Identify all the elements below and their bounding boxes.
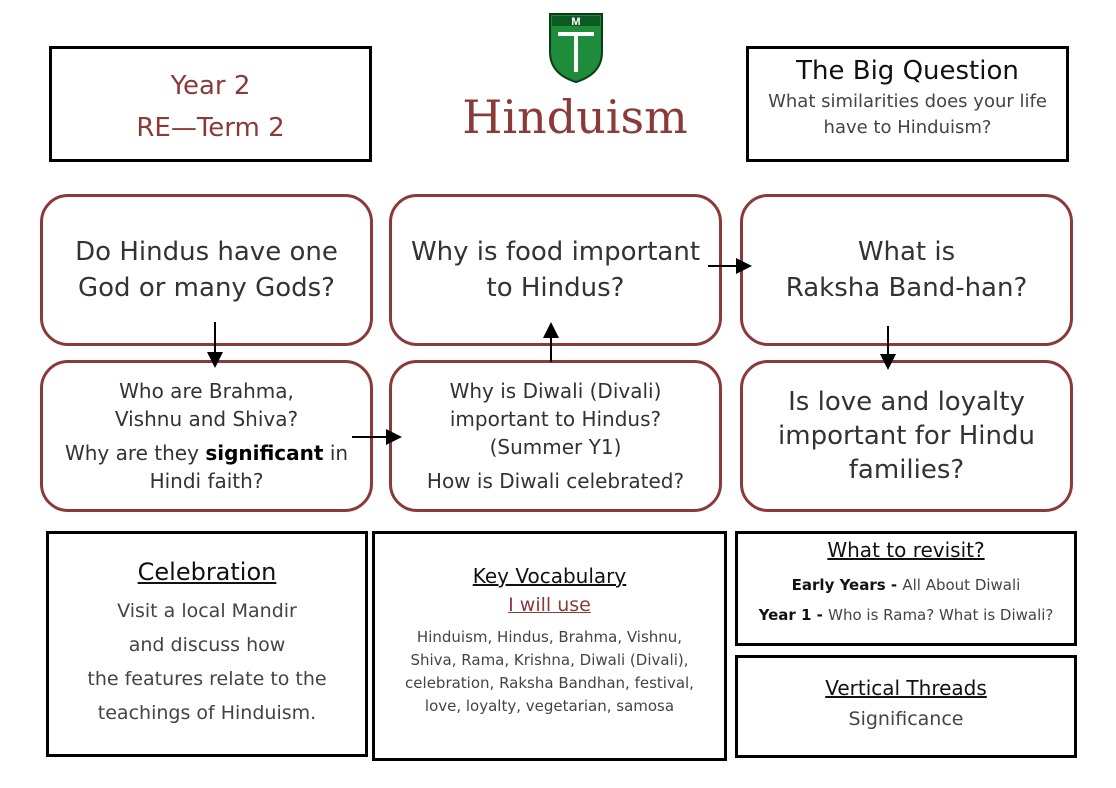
vocabulary-line: celebration, Raksha Bandhan, festival, [405, 674, 694, 692]
term-label: RE—Term 2 [136, 113, 285, 143]
vocabulary-line: Shiva, Rama, Krishna, Diwali (Divali), [410, 651, 689, 669]
what-to-revisit-box [735, 531, 1077, 646]
question-text-line3: (Summer Y1) [489, 435, 622, 459]
significant-keyword: significant [205, 441, 324, 465]
question-text-line1: Why is food important [410, 237, 701, 267]
question-text-line3: families? [848, 455, 965, 485]
celebration-line: Visit a local Mandir [117, 600, 297, 622]
question-text-line1: Do Hindus have one [75, 237, 338, 267]
revisit-label: Early Years - [791, 576, 903, 594]
svg-text:M: M [571, 16, 581, 28]
key-vocabulary-box [372, 531, 727, 761]
revisit-value: Who is Rama? What is Diwali? [828, 606, 1054, 624]
threads-value: Significance [848, 708, 964, 730]
revisit-value: All About Diwali [902, 576, 1021, 594]
celebration-box [46, 531, 368, 757]
question-text-line1: Why is Diwali (Divali) [449, 379, 662, 403]
vocabulary-heading: Key Vocabulary [472, 564, 627, 588]
celebration-line: and discuss how [128, 634, 286, 656]
question-text-line2: important for Hindu [778, 421, 1035, 451]
celebration-line: teachings of Hinduism. [97, 702, 317, 724]
question-text-line1: What is [857, 237, 956, 267]
question-text-line3-pre: Why are they [64, 441, 206, 465]
question-text-line2: Raksha Band-han? [785, 273, 1028, 303]
revisit-row-early-years [738, 570, 1074, 600]
question-text-line4: Hindi faith? [149, 469, 264, 493]
revisit-row-year-1 [738, 600, 1074, 630]
question-text-line4: How is Diwali celebrated? [426, 469, 685, 493]
vertical-threads-box [735, 655, 1077, 758]
question-text-line3-post: in [323, 441, 349, 465]
revisit-heading: What to revisit? [827, 538, 985, 562]
celebration-heading: Celebration [137, 558, 277, 586]
vocabulary-line: Hinduism, Hindus, Brahma, Vishnu, [416, 628, 683, 646]
question-text-line1: Who are Brahma, [119, 379, 294, 403]
revisit-label: Year 1 - [758, 606, 829, 624]
page-title: Hinduism [462, 90, 688, 144]
year-label: Year 2 [170, 71, 251, 101]
question-text-line1: Is love and loyalty [788, 387, 1025, 417]
question-text-line2: important to Hindus? [449, 407, 662, 431]
big-question-line1: What similarities does your life [768, 91, 1047, 112]
celebration-line: the features relate to the [87, 668, 327, 690]
question-text-line2: God or many Gods? [78, 273, 335, 303]
question-text-line2: to Hindus? [486, 273, 625, 303]
vocabulary-line: love, loyalty, vegetarian, samosa [424, 697, 675, 715]
big-question-heading: The Big Question [796, 56, 1019, 86]
vocabulary-subheading: I will use [508, 594, 591, 616]
question-text-line2: Vishnu and Shiva? [114, 407, 299, 431]
threads-heading: Vertical Threads [825, 676, 987, 700]
big-question-line2: have to Hinduism? [823, 117, 992, 138]
